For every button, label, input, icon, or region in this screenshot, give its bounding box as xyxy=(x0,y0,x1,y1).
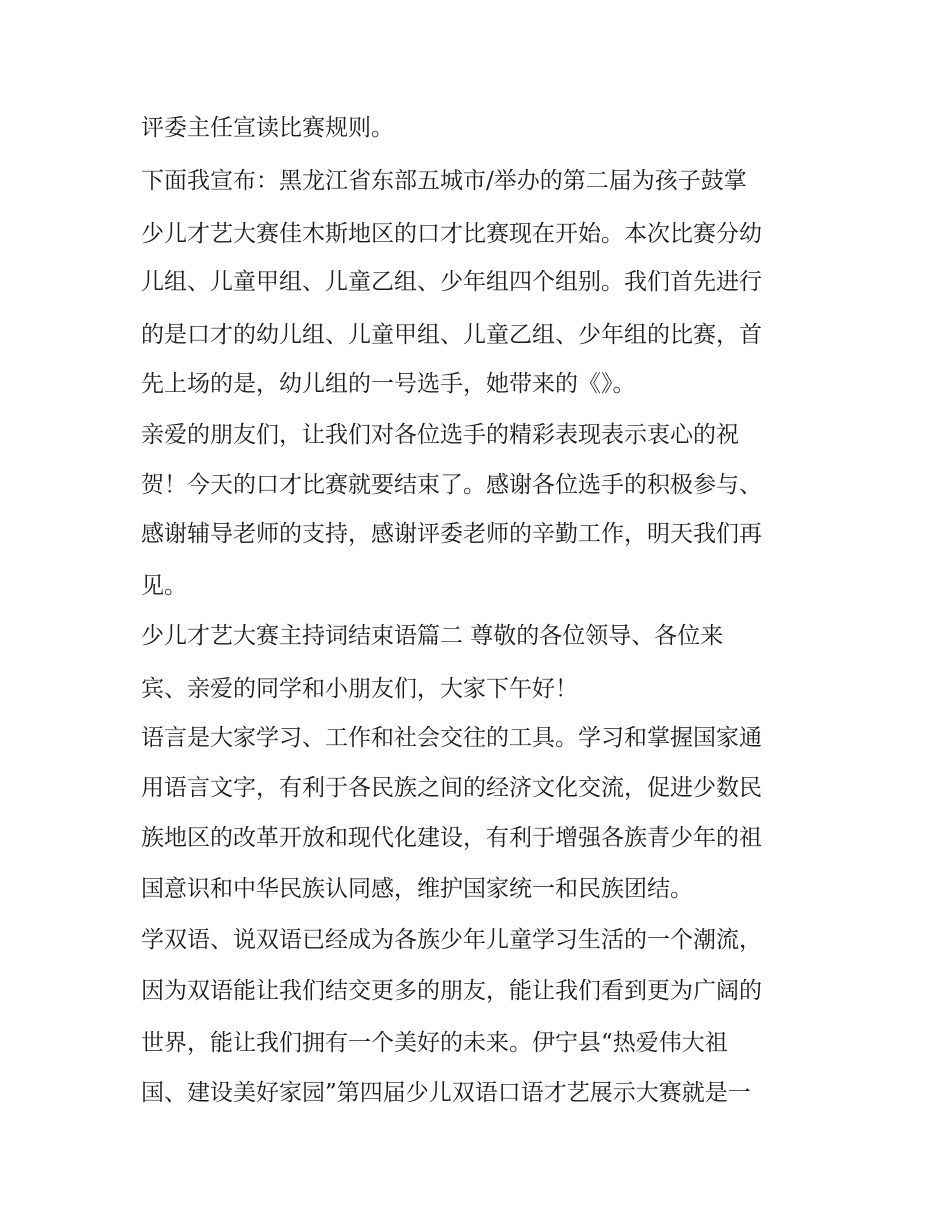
text-line-7: 亲爱的朋友们，让我们对各位选手的精彩表现表示衷心的祝 xyxy=(141,422,739,448)
text-line-19: 世界，能让我们拥有一个美好的未来。伊宁县“热爱伟大祖 xyxy=(141,1030,728,1056)
text-line-11: 少儿才艺大赛主持词结束语篇二 尊敬的各位领导、各位来 xyxy=(141,623,724,649)
text-line-16: 国意识和中华民族认同感，维护国家统一和民族团结。 xyxy=(141,876,693,902)
text-line-6: 先上场的是，幼儿组的一号选手，她带来的《》。 xyxy=(141,371,636,397)
text-line-8: 贺！今天的口才比赛就要结束了。感谢各位选手的积极参与、 xyxy=(141,472,762,498)
text-line-12: 宾、亲爱的同学和小朋友们，大家下午好！ xyxy=(141,676,578,702)
text-line-9: 感谢辅导老师的支持，感谢评委老师的辛勤工作，明天我们再 xyxy=(141,521,762,547)
text-line-18: 因为双语能让我们结交更多的朋友，能让我们看到更为广阔的 xyxy=(141,978,762,1004)
text-line-2: 下面我宣布：黑龙江省东部五城市/举办的第二届为孩子鼓掌 xyxy=(141,168,747,194)
text-line-17: 学双语、说双语已经成为各族少年儿童学习生活的一个潮流， xyxy=(141,927,762,953)
text-line-20: 国、建设美好家园”第四届少儿双语口语才艺展示大赛就是一 xyxy=(141,1080,751,1106)
text-line-14: 用语言文字，有利于各民族之间的经济文化交流，促进少数民 xyxy=(141,775,762,801)
text-line-3: 少儿才艺大赛佳木斯地区的口才比赛现在开始。本次比赛分幼 xyxy=(141,221,762,247)
text-line-13: 语言是大家学习、工作和社会交往的工具。学习和掌握国家通 xyxy=(141,725,762,751)
text-line-4: 儿组、儿童甲组、儿童乙组、少年组四个组别。我们首先进行 xyxy=(141,269,762,295)
text-line-10: 见。 xyxy=(141,573,187,599)
text-line-15: 族地区的改革开放和现代化建设，有利于增强各族青少年的祖 xyxy=(141,825,762,851)
text-line-1: 评委主任宣读比赛规则。 xyxy=(141,115,394,141)
text-line-5: 的是口才的幼儿组、儿童甲组、儿童乙组、少年组的比赛，首 xyxy=(141,322,762,348)
